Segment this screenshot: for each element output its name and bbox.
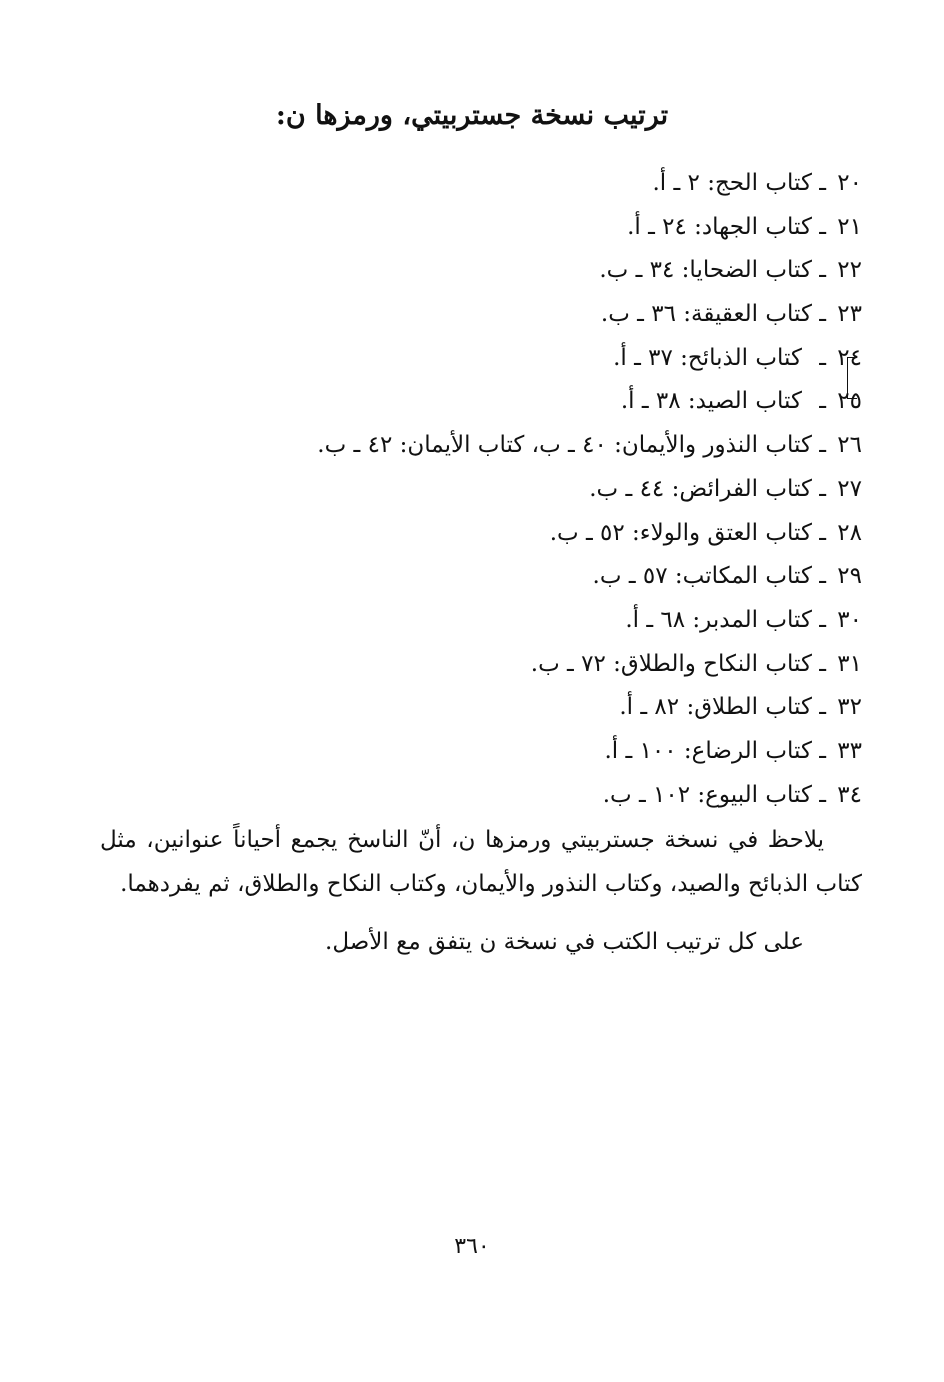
entry-text: كتاب الحج: ٢ ـ أ. (652, 170, 812, 196)
entry-text: كتاب الضحايا: ٣٤ ـ ب. (599, 257, 812, 284)
list-item: ٢٧ ـ كتاب الفرائض: ٤٤ ـ ب. (80, 468, 862, 512)
entry-number: ٢١ (837, 213, 862, 240)
entry-number: ٣٣ (837, 737, 862, 764)
grouping-bracket (847, 357, 857, 399)
entry-text: كتاب البيوع: ١٠٢ ـ ب. (602, 781, 812, 808)
list-item: ٢٣ ـ كتاب العقيقة: ٣٦ ـ ب. (80, 293, 862, 337)
list-item: ٢٨ ـ كتاب العتق والولاء: ٥٢ ـ ب. (80, 512, 862, 556)
page-heading: ترتيب نسخة جستربيتي، ورمزها ن: (275, 100, 669, 131)
entry-number: ٢٧ (837, 475, 862, 502)
book-order-list (80, 162, 862, 817)
list-item: ٣٤ ـ كتاب البيوع: ١٠٢ ـ ب. (80, 774, 862, 818)
note-paragraph: على كل ترتيب الكتب في نسخة ن يتفق مع الأصل. (325, 929, 804, 955)
entry-number: ٢٤ (837, 344, 862, 371)
list-item: ٢٤ ـ كتاب الذبائح: ٣٧ ـ أ. (80, 337, 862, 381)
notes-section (100, 818, 862, 964)
entry-number: ٣١ (837, 650, 862, 677)
entry-text: كتاب العقيقة: ٣٦ ـ ب. (600, 301, 812, 328)
entry-text: كتاب الذبائح: ٣٧ ـ أ. (613, 344, 802, 371)
entry-text: كتاب الصيد: ٣٨ ـ أ. (620, 388, 802, 415)
page-number: ٣٦٠ (454, 1234, 490, 1259)
list-item: ٣٣ ـ كتاب الرضاع: ١٠٠ ـ أ. (80, 730, 862, 774)
list-item: ٣٢ ـ كتاب الطلاق: ٨٢ ـ أ. (80, 686, 862, 730)
list-item: ٢٩ ـ كتاب المكاتب: ٥٧ ـ ب. (80, 555, 862, 599)
list-item: ٢١ ـ كتاب الجهاد: ٢٤ ـ أ. (80, 206, 862, 250)
entry-text: كتاب الجهاد: ٢٤ ـ أ. (627, 213, 812, 240)
entry-text: كتاب الطلاق: ٨٢ ـ أ. (619, 694, 812, 721)
entry-text: كتاب الفرائض: ٤٤ ـ ب. (589, 475, 812, 502)
entry-number: ٣٢ (837, 694, 862, 721)
list-item: ٢٥ ـ كتاب الصيد: ٣٨ ـ أ. (80, 380, 862, 424)
list-item: ٣٠ ـ كتاب المدبر: ٦٨ ـ أ. (80, 599, 862, 643)
entry-number: ٣٤ (837, 781, 862, 808)
list-item: ٢٢ ـ كتاب الضحايا: ٣٤ ـ ب. (80, 249, 862, 293)
entry-number: ٢٠ (837, 170, 862, 196)
entry-text: كتاب الرضاع: ١٠٠ ـ أ. (604, 737, 812, 764)
entry-number: ٢٨ (837, 519, 862, 546)
entry-text: كتاب النذور والأيمان: ٤٠ ـ ب، كتاب الأيمان: ٤٢ ـ ب. (317, 432, 812, 459)
entry-text: كتاب النكاح والطلاق: ٧٢ ـ ب. (530, 650, 812, 677)
entry-number: ٢٢ (837, 257, 862, 284)
list-item: ٢٦ ـ كتاب النذور والأيمان: ٤٠ ـ ب، كتاب الأيمان: ٤٢ ـ ب. (80, 424, 862, 468)
entry-number: ٢٥ (837, 388, 862, 415)
list-item: ٢٠ ـ كتاب الحج: ٢ ـ أ. (80, 162, 862, 206)
list-item: ٣١ ـ كتاب النكاح والطلاق: ٧٢ ـ ب. (80, 643, 862, 687)
entry-text: كتاب المدبر: ٦٨ ـ أ. (625, 606, 812, 633)
entry-number: ٢٣ (837, 301, 862, 328)
entry-text: كتاب العتق والولاء: ٥٢ ـ ب. (549, 519, 812, 546)
entry-number: ٢٩ (837, 563, 862, 590)
entry-number: ٢٦ (837, 432, 862, 459)
note-paragraph: يلاحظ في نسخة جستربيتي ورمزها ن، أنّ الناسخ يجمع أحياناً عنوانين، مثل كتاب الذبائح والصيد، وكتاب النذور والأيمان، وكتاب النكاح والطلاق، ثم يفردهما. (100, 827, 862, 897)
entry-text: كتاب المكاتب: ٥٧ ـ ب. (592, 563, 812, 590)
entry-number: ٣٠ (837, 606, 862, 633)
